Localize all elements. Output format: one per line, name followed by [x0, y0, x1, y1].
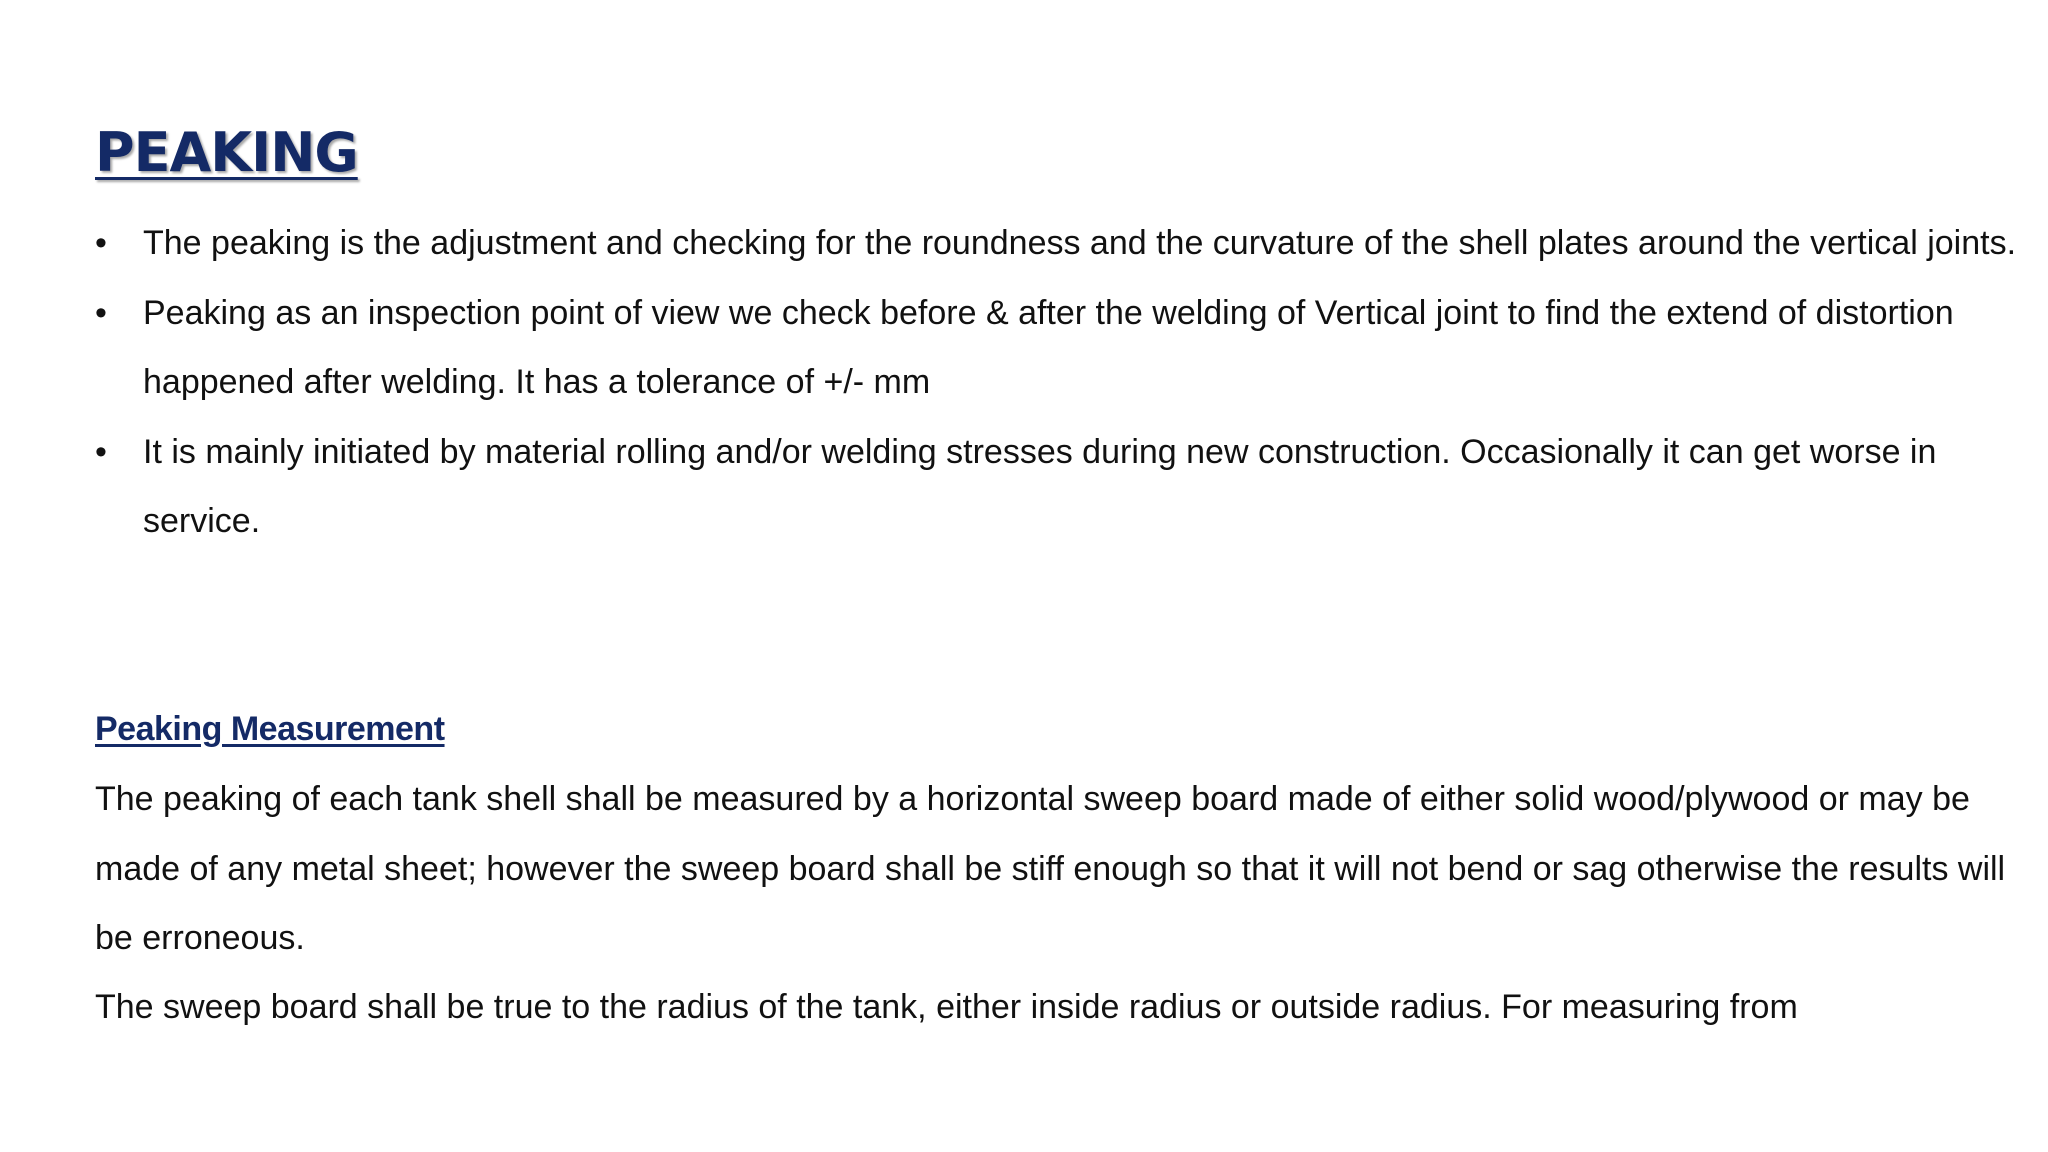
slide-title: PEAKING: [95, 121, 358, 184]
section-heading: Peaking Measurement: [95, 710, 445, 748]
bullet-text: Peaking as an inspection point of view we check before & after the welding of Vertical joint to find the extend of distortion happened after welding. It has a tolerance of +/- mm: [143, 293, 1954, 401]
bullet-text: The peaking is the adjustment and checking for the roundness and the curvature of the shell plates around the vertical joints.: [143, 224, 2017, 262]
bullet-marker: •: [95, 293, 107, 332]
bullet-item: [95, 279, 2025, 418]
bullet-text: It is mainly initiated by material rolling and/or welding stresses during new construction. Occasionally it can get worse in service.: [143, 432, 1937, 540]
bullet-marker: •: [95, 224, 107, 262]
bullet-item: [95, 418, 2025, 557]
bullet-item: [95, 209, 2025, 279]
body-paragraph: The peaking of each tank shell shall be measured by a horizontal sweep board made of either solid wood/plywood or may be made of any metal sheet; however the sweep board shall be stiff enough so that it will not bend or sag otherwise the results will be erroneous.: [95, 780, 2006, 957]
bullet-list: [95, 209, 2025, 557]
body-paragraph: The sweep board shall be true to the radius of the tank, either inside radius or outside radius. For measuring from: [95, 988, 1798, 1026]
bullet-marker: •: [95, 432, 107, 471]
